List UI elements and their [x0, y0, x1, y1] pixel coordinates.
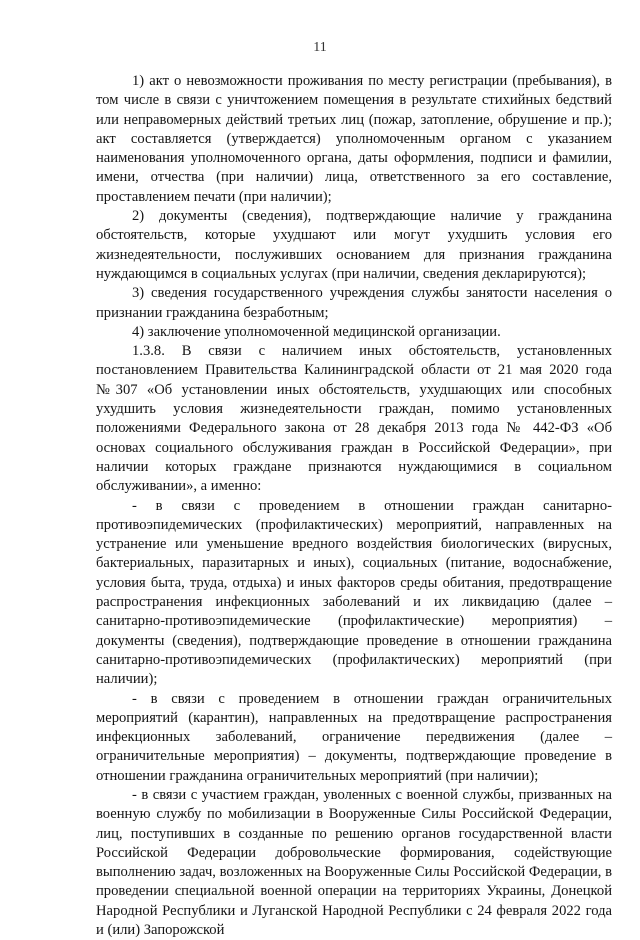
paragraph-item-1: 1) акт о невозможности проживания по месту регистрации (пребывания), в том числе в связи с уничтожением помещения в результате стихийных бедствий или неправомерных действий третьих лиц (пожар, затопление, обрушение и пр.); акт составляется (утверждается) уполномоченным органом с указанием наименования уполномоченного органа, даты оформления, подписи и фамилии, имени, отчества (при наличии) лица, ответственного за его составление, проставлением печати (при наличии); — [96, 73, 612, 205]
paragraph-bullet-sanitary: - в связи с проведением в отношении граждан санитарно-противоэпидемических (профилактических) мероприятий, направленных на устранение или уменьшение вредного воздействия биологических (вирусных, бактериальных, паразитарных и иных), социальных (питание, водоснабжение, условия быта, труда, отдыха) и иных факторов среды обитания, предотвращение распространения инфекционных заболеваний и их ликвидацию (далее – санитарно-противоэпидемические (профилактические) мероприятия) – документы (сведения), подтверждающие проведение в отношении гражданина санитарно-противоэпидемических (профилактических) мероприятий (при наличии); — [96, 497, 612, 688]
paragraph-section-1-3-8: 1.3.8. В связи с наличием иных обстоятельств, установленных постановлением Правительства Калининградской области от 21 мая 2020 года №307 «Об установлении иных обстоятельств, ухудшающих или способных ухудшить условия жизнедеятельности граждан, помимо установленных положениями Федерального закона от 28 декабря 2013 года № 442-ФЗ «Об основах социального обслуживания граждан в Российской Федерации», при наличии которых граждане признаются нуждающимися в социальном обслуживании», а именно: — [96, 343, 612, 495]
paragraph-item-2: 2) документы (сведения), подтверждающие наличие у гражданина обстоятельств, которые ухудшают или могут ухудшить условия его жизнедеятельности, послуживших основанием для признания гражданина нуждающимся в социальных услугах (при наличии, сведения декларируются); — [96, 208, 612, 282]
page-number: 11 — [313, 40, 327, 55]
paragraph-bullet-quarantine: - в связи с проведением в отношении граждан ограничительных мероприятий (карантин), направленных на предотвращение распространения инфекционных заболеваний, ограничение передвижения (далее – ограничительные мероприятия) – документы, подтверждающие проведение в отношении гражданина ограничительных мероприятий (при наличии); — [96, 690, 612, 784]
paragraph-bullet-military: - в связи с участием граждан, уволенных с военной службы, призванных на военную службу по мобилизации в Вооруженные Силы Российской Федерации, лиц, поступивших в созданные по решению органов государственной власти Российской Федерации добровольческие формирования, содействующие выполнению задач, возложенных на Вооруженные Силы Российской Федерации, в проведении специальной военной операции на территориях Украины, Донецкой Народной Республики и Луганской Народной Республики с 24 февраля 2022 года и (или) Запорожской — [96, 786, 612, 939]
document-body — [96, 72, 612, 940]
paragraph-item-4: 4) заключение уполномоченной медицинской организации. — [132, 323, 501, 340]
paragraph-item-3: 3) сведения государственного учреждения службы занятости населения о признании гражданина безработным; — [96, 285, 612, 321]
